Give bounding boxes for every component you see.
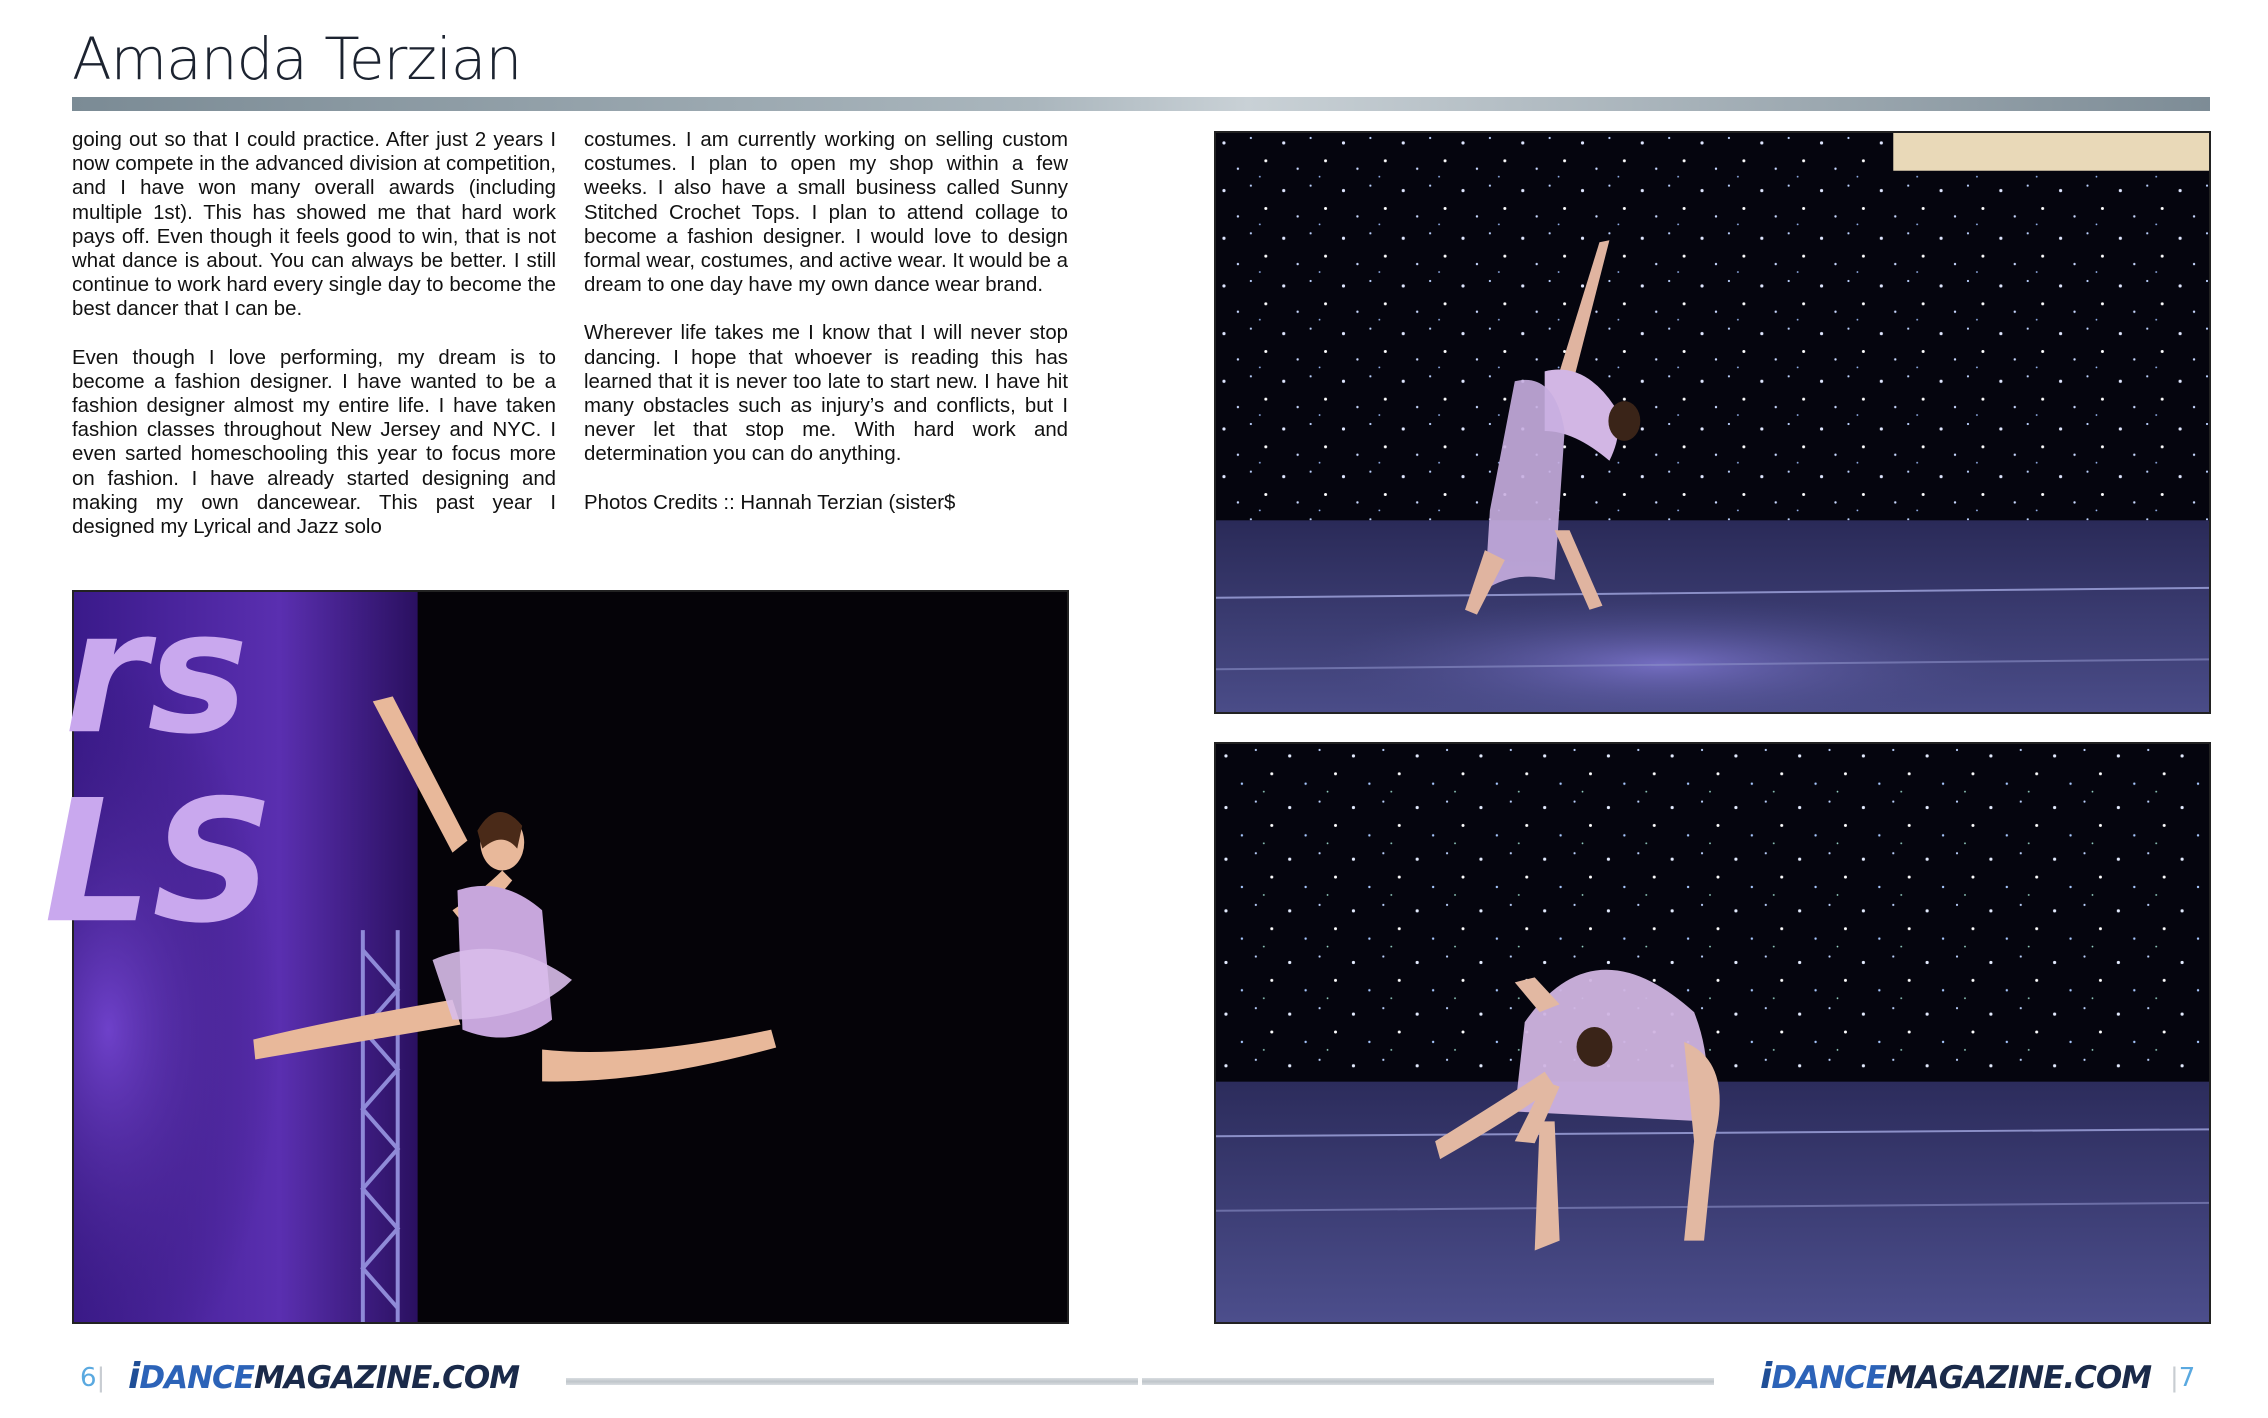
paragraph: Wherever life takes me I know that I will never stop dancing. I hope that whoever is reading this has learned that it is never too late to start new. I have hit many obstacles such as injury’s and conflicts, but I never let that stop me. With hard work and determination you can do anything. (584, 322, 1068, 466)
logo-i: i (128, 1356, 140, 1397)
page-number-left (80, 1363, 105, 1393)
magazine-logo-right (1760, 1356, 2152, 1397)
page-separator: | (96, 1363, 106, 1393)
page-separator: | (2170, 1363, 2179, 1393)
banner-letters: rs (64, 574, 249, 772)
banner-letters: LS (44, 763, 274, 961)
paragraph: costumes. I am currently working on selling custom costumes. I plan to open my shop within a few weeks. I also have a small business called Sunny Stitched Crochet Tops. I plan to attend collage to become a fashion designer. I would love to design formal wear, costumes, and active wear. It would be a dream to one day have my own dance wear brand. (584, 129, 1068, 297)
article-column-left (72, 128, 556, 563)
dancer-leap-photo (44, 574, 1069, 1324)
photo-credits: Photos Credits :: Hannah Terzian (sister$ (584, 491, 956, 514)
magazine-logo-left (128, 1356, 520, 1397)
page-number: 7 (2178, 1363, 2196, 1393)
page-title: Amanda Terzian (72, 25, 522, 93)
paragraph: going out so that I could practice. After just 2 years I now compete in the advanced division at competition, and I have won many overall awards (including multiple 1st). This has showed me that hard work pays off. Even though it feels good to win, that is not what dance is about. You can always be better. I still continue to work hard every single day to become the best dancer that I can be. (72, 129, 556, 321)
dancer-floor-photo (1214, 742, 2211, 1324)
footer-divider (566, 1378, 1138, 1385)
logo-dance: DANCE (139, 1360, 254, 1396)
logo-i: i (1760, 1356, 1772, 1397)
paragraph: Even though I love performing, my dream is to become a fashion designer. I have wanted to be a fashion designer almost my entire life. I have taken fashion classes throughout New Jersey and NYC. I even sarted homeschooling this year to focus more on fashion. I have already started designing and making my own dancewear. This past year I designed my Lyrical and Jazz solo (72, 346, 556, 539)
page-number-right (2170, 1363, 2195, 1393)
dancer-backbend-photo (1214, 131, 2211, 714)
logo-magazine: MAGAZINE.COM (253, 1360, 520, 1396)
logo-magazine: MAGAZINE.COM (1885, 1360, 2152, 1396)
title-divider (72, 97, 2210, 111)
footer-divider (1142, 1378, 1714, 1385)
page-number: 6 (80, 1363, 97, 1393)
logo-dance: DANCE (1771, 1360, 1886, 1396)
article-column-right (584, 128, 1068, 539)
